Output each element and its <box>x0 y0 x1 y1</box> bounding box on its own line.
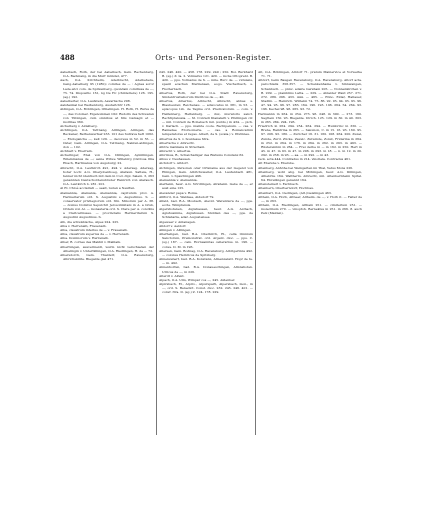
index-entry: Aicheringer, Ebel von O.A. Dillingen, Aymillingen. Wilemmanus de —; seine Witwe Willebirg (Ostrosa filia Ebach, Hartmanus von Augsburg) 22. <box>60 153 154 166</box>
index-entry: Alchdorf v. Altdorf. <box>159 161 189 166</box>
index-entry: Alldorf v. Aeldorf. <box>159 223 187 228</box>
index-entry: Allersen, Gem. Bodnag, O.A. Ravensburg, Albrigerinns 492. — colonus Heinricus de Spitzberg. <box>159 248 253 257</box>
index-entry: Althein, O.A. Riedlingen, Althain 251. — cimiterium 251. — moledinum 270. — vinopfoh. Berneklus in 251. in 266. 8. auch Pelz (Malden). <box>258 203 362 216</box>
index-entry: Alba, claustrum superius de — v. Herrenalb. <box>60 232 130 237</box>
index-entry: Aach, O.A. Kirchheim, Adelbrecht, Adelbehere, Geng.Aabelberg 95 (1280); comites de — : Agnes soror Lade-wici com. de Spitzenberg, quondam comitissa de —, 75. 74. Dispositio 161, ng De Hc (childeriere) 126. 195. (ag.) 192. <box>60 78 154 99</box>
index-column-3 <box>258 70 362 215</box>
column-divider <box>156 70 157 435</box>
index-entry: Albrecht, O.A. Leutkirch 491, 494 v. Adersag. Adersag, hotar Loch: A.G. Oberjobenhoeg, Alaraun. Sattele, H., fenner nicht identisch mit dem in Cod. dipl. Salem. 3, 263 genannten Deutschordensbruder Heinrich von Alarauch. O.A. Leutkirch b. 281. 201. <box>60 165 154 187</box>
index-entry: Albertsche v. Albrecht. <box>159 140 195 145</box>
index-entry: Albertus, Roth, der bei O.A. Stadt Ravensburg, Sindentrustiehorum Districus de —, 40. <box>159 90 253 99</box>
index-entry: Algeweer v. Anlanagen. <box>159 219 196 224</box>
index-entry: Altenbern, Oberberndorf, Hochbau. <box>258 186 315 191</box>
index-entry: Alpirsbach, El., Alpiro., Alpursparh, Alpersbach, mon., in —, ord. S. Benedict. Const. dioc. 232. 245. 246. 401. — convr. frra. D. (sg.) Z. 124. 178. 229. <box>159 281 253 295</box>
index-entry: reck. acta 444. Contradus in 214. vinofiela. Contradus 461. <box>258 157 352 162</box>
index-entry: Almenzeberf, bad. B.A. Konstanz, Almenzanstl. Hopf de fe. — in. 492. <box>159 257 253 266</box>
index-entry: Altenhart, O.A. Oedingen, (Alt.)Geislingen 463. <box>258 190 332 195</box>
index-entry: Almenhorfen, bad. B.A. Donaueschingen, Almnshofen. Ulricus de —, in 226. <box>159 265 253 274</box>
index-entry: Allingen v. Alllingen. <box>159 227 192 232</box>
index-column-1 <box>60 70 154 261</box>
index-entry: Alfeld, bad. B.A. Mosbach, Alevid. Warenbura de —, pps. eccle. Wimpfensis. <box>159 198 253 207</box>
index-entry: Allerheligen, bad. B.A. Oberkirch, El., cella Omnium Sanctorum, Premonstrat. ord. Argent. dioc. — pps. C. (sg.) 187. — cam. Hornsanntas cellerarius. in. 196. — conve. D. M. in 196. <box>159 232 253 249</box>
index-entry: Albertus de S. v. Sosidesse Stra. <box>159 136 210 141</box>
index-entry: Al El. Chloé acclairati — sealt, nuren a Neuffen. <box>60 186 136 191</box>
index-entry: Aichhart v. Eberrain. <box>60 148 93 153</box>
index-entry: Alemannia v. Alemannia. <box>159 178 198 183</box>
index-entry: Aldingen, O.A. Böblingen, Othelingen. H. Roth, H. Rufus de —, das Colomer. Eigenommen Obr. Rudolfs des Schwaren von Tübingen, cum omnibus at filis Garsagii et — morillae 360. <box>60 107 154 124</box>
index-entry: Alba. Dominorum v. Herrenalb. <box>60 236 109 241</box>
index-entry: Altenberg, wohl abg. bei Möhingen, heur. A.G. Dillingen, Alhebrile 164. Waltherm. Albrecht, mil. Altenbernheim Spital. 64. Ebrellingen genannt 164. <box>258 169 362 183</box>
index-entry: Alterdt v. Alfeld. <box>159 273 185 278</box>
index-entry: Altdorf, beim Baugen Ravensburg, O.A. Ravensburg, Altorf acta. parochialis 356.357. — Schenkenhame v. Sinnwangen, Schanbuch. — pnnz. adaire Gersham 205. — Nonnenkirchen v. B. 209. — plamblins Latta. — 229. — Ablaider Wald 257. 271. 272. 289. 296. 433. 444. — 465. — Ebbo. Eldar, Hallauer, Stadlin. — Heinrich. Wilhelm 74. 75. 86. 92. 95. 94. 95. 95. 96. 47. 94. 95. 96. 97. 283. 164. 196. 193. 196. 264. 54. 264. 93. 196. Kechel 98. 96. 265. 93. 72. <box>258 78 362 112</box>
index-entry: Aichfingen, O.A. Tettnang, Alllingen, Allingen, das Beckener, Berhenwerfsef 233. 101 des Sutrava heft 1062. — Endoganche —, kell 129. — decoreus in 52. in 55. — Oster, Gem. Alllingen, O.A. Tettnang, Nakren-aldingen, don — 102. <box>60 128 154 149</box>
index-entry: Allfford, O.A. Waldsee, Aldsdorf 79. <box>159 194 215 199</box>
index-entry: Hermannn in 264. in 254. 273. 96. 248. in 300. — 273. 160. Sagttem 150. 93. Biegalde. Ulrich. 125. 129. in 30. in 40. 303. in 265. 284. 294. 196. <box>258 111 362 124</box>
index-entry: Albrecht v. Albertus. <box>159 148 192 153</box>
page-title: Orts- und Personen-Register. <box>155 54 272 62</box>
index-entry: Algershofenen, Algishausen, heur. A.G. Aichach, Agishusmnie, Algishusen. Süddien des —, pps. de Schlabaria, adar. Augustenses. <box>159 207 253 220</box>
index-entry: Alba, claustrum inferius de — v. Frauenalb. <box>60 227 129 232</box>
index-entry: Altensteinerl v. Eschbach. <box>258 182 299 187</box>
index-entry: Albertus, Albertus, Albrecht, Albrecht, abbas s. Blaubeuren; Reichenau. — adwocatus in 381, in 53. — episcopus Lib. de Tagine ord. Predicatorum. — com. v. Helfenberg, Helfenberg. — dux, muratoris sanct. Rechtiplanusia. — St. Conradi Dianalarii v. Pfullingen cir. — mil. Conradi de Hohebach mil. (surds.) in 434. — pich. v. Darlach. — pps. mainte coole. Rechipenum. — cas. v. Ramadae Eroruomerie. — cas. a Romancarnm lemperatores et regas. Albert, de S. (scala.) v. Ittidnnes. <box>159 99 253 137</box>
column-divider <box>255 70 256 435</box>
index-entry: Albersdorch, Gem. Thalderf, O.A. Ravensburg, Albrichskilite. Biegalde giel 471. <box>60 252 154 262</box>
index-entry: Alpach, O.A. Ulm, Wimpar cos —, 245. Aldenber. <box>159 277 236 282</box>
index-entry: Alba v. Herrenalb, Frauenalb. <box>60 223 107 228</box>
index-column-2 <box>159 70 253 294</box>
index-entry: Althein, O.A. Horb, Altbeer, Altheim. de —, v. Horb it. — Falter de —, in 263. <box>258 194 362 203</box>
index-entry: Alber, B. cornes des Makhil v. Mahlaik. <box>60 240 122 245</box>
index-entry: Friedrich in 264. 294. 254. 264. 294. — Humbrinc in 330. — Brebe, Raintrina in 265. — Salomon, C. in 15. 16. 93. 160. 95. 97. 206. 93. 180. — Zuricher 16. 31. 160. 108. 264. 200. Zuzal, Zunde, Zurd. Zücke. Zavelc. Zulwinde, Zonst, Friderina in 264. in 252. in 264. in 176. in 264. in 262. in 293. in 493. — Rüstereinbin in 264. — Frei derbe in — in 162. in 250. Hert in 45. in 47. in 93. in 47. in 296. in 293. in 18. — n. in 12. in 20. 292. in 258. in 93. — aa. — in 292. — in 43. <box>258 124 362 158</box>
index-entry: 243. 246. 420. — 458. 178. 229. 249 ; 250. Boi. Burkhard B. (sg.) Z. la. 2. Volmarus 121. 420. — mcbe Ottoprebl. B. 420. — pps. Volmarus de S. — mile. Burc de. — vidulens, spezil ecachen Meriiensen, eogo. Vischerbach, s. Fischerbach. <box>159 70 253 91</box>
index-entry: Aabelbach, Roth, der bei Aabelbach, Gem. Rechenberg, O.A. Backnang, in die Murr mündet, 477. <box>60 70 154 79</box>
page-header <box>60 52 367 64</box>
index-entry: Aichelberg v. Aldelberg. <box>60 124 98 129</box>
index-entry: Alchingen, Personen oder Ortsname aus der Gegend von Ehingen, Gem. Albrichsweiler, O.A. Laufenbach 481, Gem. v. Spaichingen 496. <box>159 165 253 178</box>
index-entry: Altenberg, Anhöhe bei Weingarten im Thal, Vetus Mons 226. <box>258 165 354 170</box>
index-entry: Alexander papa v. Roma. <box>159 190 198 195</box>
index-entry: Aabelberter, O.A. Laufstein, Aavarüsche 298. <box>60 99 131 104</box>
index-entry: Alberbingen, ausvermeidl, wurm nicht verschieden der Albelingin v. Unterbillingen, O.A. Riedlingen, H. de — 72. <box>60 244 154 253</box>
index-entry: Alt Ebersbe v. Ebersbe. <box>258 161 295 166</box>
index-entry: Albus v. Neuhausen. <box>159 157 191 162</box>
index-entry: Alb, die schwäbische, Alpes 224. 225. <box>60 219 120 224</box>
index-entry: Alerheim, heur. A.G. Nördlingen, Alraheim. Gebe de —, er aust eine 125. <box>159 182 253 191</box>
index-entry: Aalsheimal bei Weißenburg, Austarichtr 126. <box>60 103 131 108</box>
index-entry: Alamannia, Alamania, Alemannia, capitulum prov. A. Hermeriarum ord. S. Augustini s. Augustinus. S. — conservator privilegiorum ord. frm. Minorum per A. 38. — domus Domitui Sepulchri Jerosolimitani in A. a Grub, Ordem von Al. — monasteria ord. S. Clare per A. conciliis a Claricarnisses. — provincialis Hermeritarum S. Augustini Augustinus. S. <box>60 190 154 220</box>
index-entry: Albtre mabilena in Strachanl. <box>159 144 206 149</box>
index-entry: Alt, O.A. Böblingen, Altdorf 71. pratum Mainervice et Vorwerke 71. 71. <box>258 70 362 79</box>
page-number: 488 <box>60 53 75 62</box>
index-entry: Albrimus, B., Schaichalliger des Bistums Constanz 62. <box>159 153 245 158</box>
